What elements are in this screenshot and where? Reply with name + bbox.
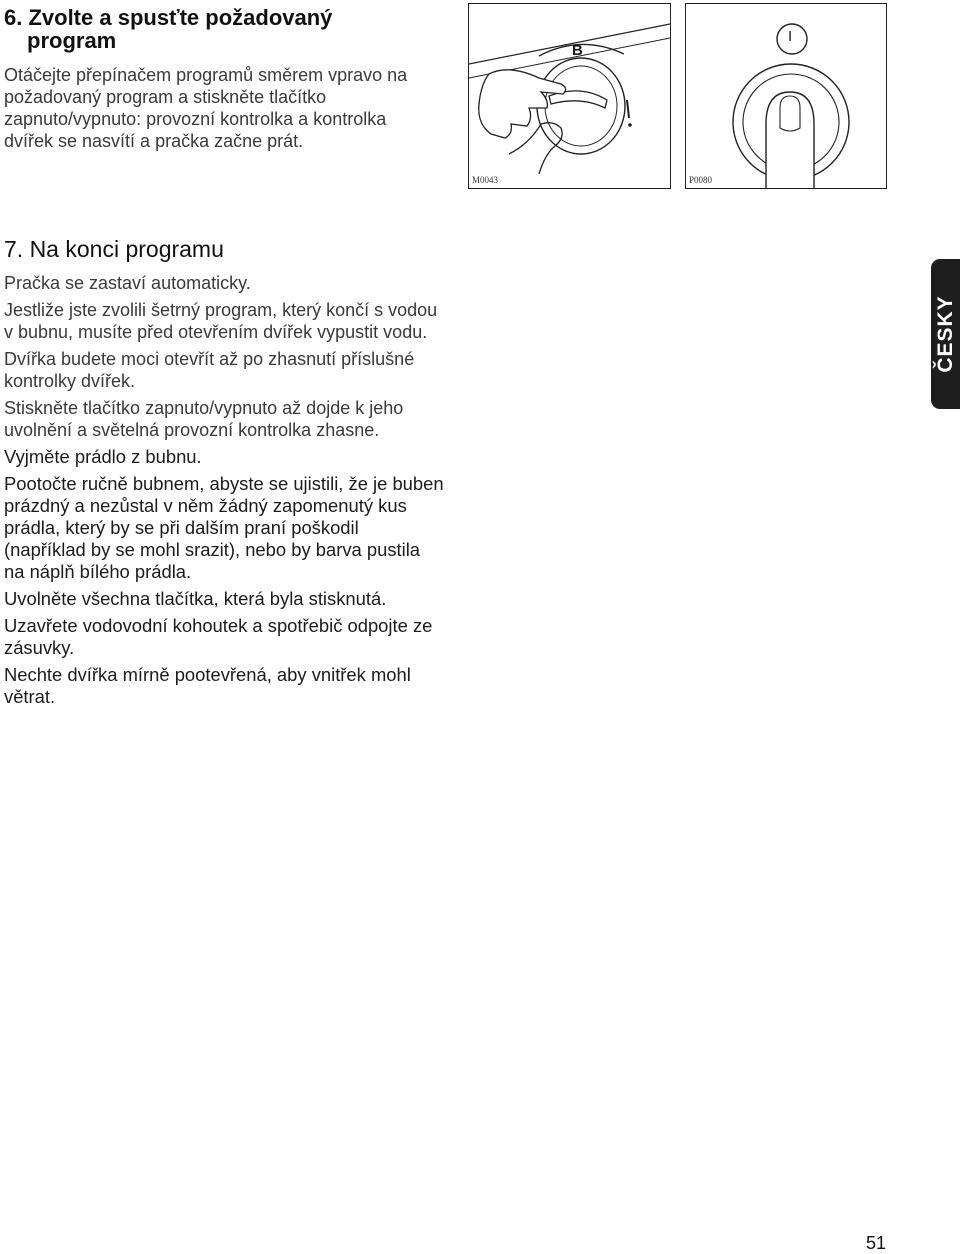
finger-pressing-button-drawing [686,4,886,188]
paragraph-close-tap: Uzavřete vodovodní kohoutek a spotřebič odpojte ze zásuvky. [4,615,433,658]
figure-code-left: M0043 [472,175,499,185]
paragraph-rotate-drum: Pootočte ručně bubnem, abyste se ujistili, že je buben prázdný a nezůstal v něm žádný zapomenutý kus prádla, který by se při dalším praní poškodil (například by se mohl srazit), nebo by barva pustila na náplň bílého prádla. [4,473,444,582]
language-tab [931,259,960,409]
paragraph-stops-automatically: Pračka se zastaví automaticky. [4,273,251,293]
language-tab-label: ČESKY [933,295,957,373]
paragraph-release-buttons: Uvolněte všechna tlačítka, která byla stisknutá. [4,588,387,609]
page-number: 51 [866,1233,887,1253]
section-6-heading-line-1: 6. Zvolte a spusťte požadovaný [4,5,333,30]
figure-code-right: P0080 [689,175,713,185]
paragraph-press-on-off: Stiskněte tlačítko zapnuto/vypnuto až dojde k jeho uvolnění a světelná provozní kontrolka zhasne. [4,398,404,440]
section-6-paragraph: Otáčejte přepínačem programů směrem vpravo na požadovaný program a stiskněte tlačítko zapnuto/vypnuto: provozní kontrolka a kontrolka dvířek se nasvítí a pračka začne prát. [4,65,408,151]
section-6-heading-line-2: program [27,28,117,53]
paragraph-door-light: Dvířka budete moci otevřít až po zhasnutí příslušné kontrolky dvířek. [4,349,415,391]
knob-position-letter: B [572,42,583,59]
program-selector-illustration [468,3,671,189]
paragraph-leave-door-open: Nechte dvířka mírně pootevřená, aby vnitřek mohl větrat. [4,664,411,707]
paragraph-drain-water: Jestliže jste zvolili šetrný program, který končí s vodou v bubnu, musíte před otevřením dvířek vypustit vodu. [4,300,438,342]
section-7-body [4,272,444,708]
hand-turning-knob-drawing [469,4,670,188]
paragraph-remove-laundry: Vyjměte prádlo z bubnu. [4,446,202,467]
section-7-heading: 7. Na konci programu [4,236,224,262]
section-6-heading [4,6,444,52]
power-symbol: I [788,28,793,45]
on-off-button-illustration [685,3,887,189]
